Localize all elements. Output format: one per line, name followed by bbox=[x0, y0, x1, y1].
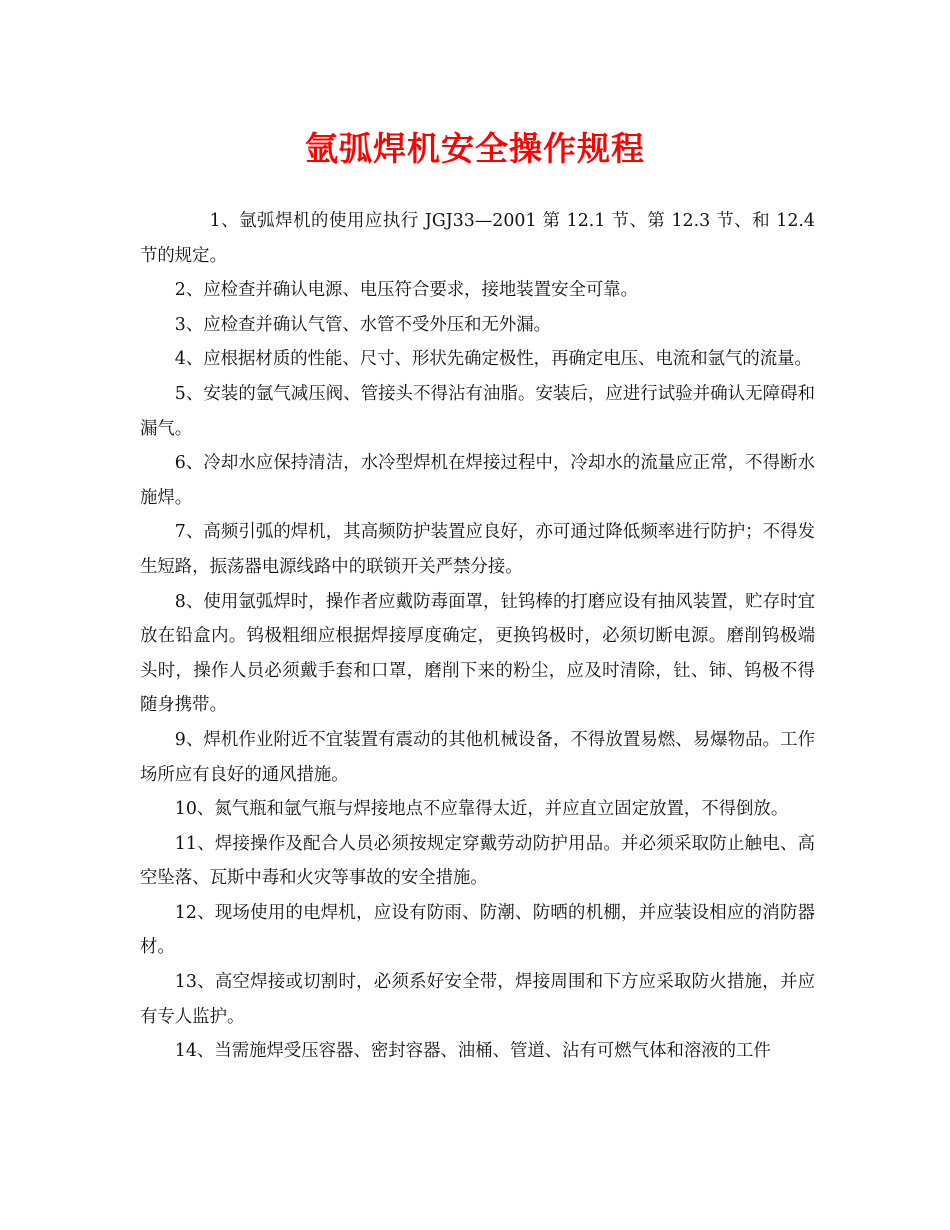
paragraph-4: 4、应根据材质的性能、尺寸、形状先确定极性，再确定电压、电流和氩气的流量。 bbox=[174, 349, 812, 370]
document-body bbox=[140, 204, 815, 1069]
paragraph-8: 8、使用氩弧焊时，操作者应戴防毒面罩，钍钨棒的打磨应设有抽风装置，贮存时宜放在铅盒内。钨极粗细应根据焊接厚度确定，更换钨极时，必须切断电源。磨削钨极端头时，操作人员必须戴手套和口罩，磨削下来的粉尘，应及时清除，钍、铈、钨极不得随身携带。 bbox=[140, 591, 815, 716]
paragraph-14: 14、当需施焊受压容器、密封容器、油桶、管道、沾有可燃气体和溶液的工件 bbox=[174, 1041, 771, 1062]
paragraph-5: 5、安装的氩气减压阀、管接头不得沾有油脂。安装后，应进行试验并确认无障碍和漏气。 bbox=[140, 383, 815, 439]
paragraph-10: 10、氮气瓶和氩气瓶与焊接地点不应靠得太近，并应直立固定放置，不得倒放。 bbox=[174, 799, 789, 820]
paragraph-3: 3、应检查并确认气管、水管不受外压和无外漏。 bbox=[174, 314, 552, 335]
paragraph-1: 1、氩弧焊机的使用应执行 JGJ33—2001 第 12.1 节、第 12.3 节、和 12.4 节的规定。 bbox=[140, 211, 815, 266]
paragraph-13: 13、高空焊接或切割时，必须系好安全带，焊接周围和下方应采取防火措施，并应有专人监护。 bbox=[140, 972, 815, 1027]
paragraph-2: 2、应检查并确认电源、电压符合要求，接地装置安全可靠。 bbox=[174, 280, 639, 301]
paragraph-12: 12、现场使用的电焊机，应设有防雨、防潮、防晒的机棚，并应装设相应的消防器材。 bbox=[140, 902, 815, 958]
document-title: 氩弧焊机安全操作规程 bbox=[305, 129, 645, 168]
paragraph-9: 9、焊机作业附近不宜装置有震动的其他机械设备，不得放置易燃、易爆物品。工作场所应有良好的通风措施。 bbox=[140, 729, 815, 785]
paragraph-11: 11、焊接操作及配合人员必须按规定穿戴劳动防护用品。并必须采取防止触电、高空坠落、瓦斯中毒和火灾等事故的安全措施。 bbox=[140, 833, 815, 889]
paragraph-7: 7、高频引弧的焊机，其高频防护装置应良好，亦可通过降低频率进行防护；不得发生短路，振荡器电源线路中的联锁开关严禁分接。 bbox=[140, 522, 815, 577]
paragraph-6: 6、冷却水应保持清洁，水冷型焊机在焊接过程中，冷却水的流量应正常，不得断水施焊。 bbox=[140, 453, 815, 508]
